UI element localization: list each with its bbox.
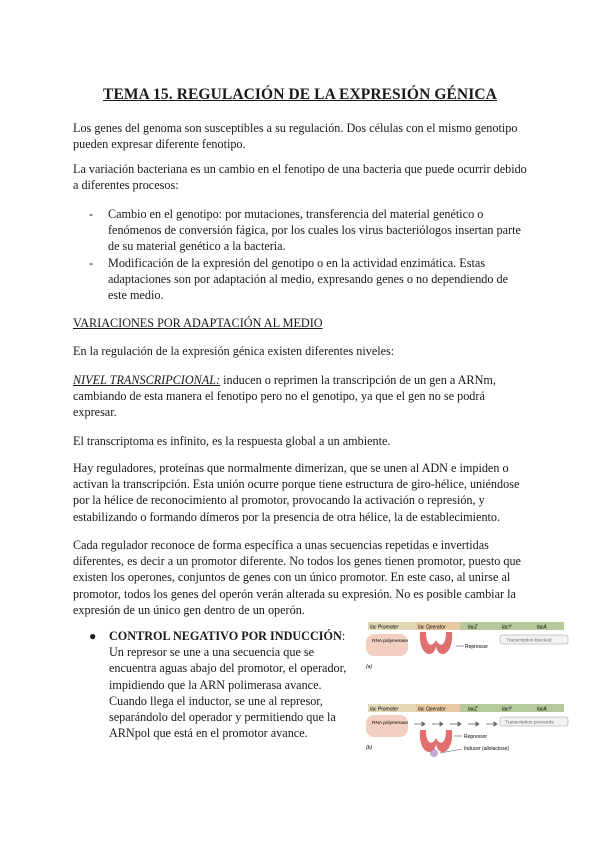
paragraph-intro: Los genes del genoma son susceptibles a su regulación. Dos células con el mismo genotipo pueden expresar diferente fenotipo. <box>73 121 518 152</box>
repressor-shape <box>420 632 452 654</box>
paragraph-levels: En la regulación de la expresión génica existen diferentes niveles: <box>73 344 395 358</box>
rna-polymerase-label: RNA polymerase <box>372 721 408 726</box>
panel-b <box>366 704 568 757</box>
lac-operon-figure <box>360 616 585 766</box>
panel-a <box>366 622 568 670</box>
transcription-blocked-label: Transcription blocked <box>506 638 552 644</box>
paragraph-regulators: Hay reguladores, proteínas que normalmente dimerizan, que se unen al ADN e impiden o activan la transcripción. Esta unión ocurre porque tiene estructura de giro-hélice, uniéndose por la hélice de reconocimiento al promotor, provocando la activación o represión, y estabilizando o formando dímeros por la presencia de otra hélice, la de establecimiento. <box>73 461 520 524</box>
rna-polymerase-shape <box>366 715 408 737</box>
promoter-label: lac Promoter <box>370 706 399 713</box>
inducer-shape <box>431 750 438 757</box>
gene-label-y: lacY <box>502 624 512 631</box>
panel-b-label: (b) <box>366 745 373 751</box>
transcription-arrows <box>414 722 497 726</box>
repressor-label: Repressor <box>464 734 488 740</box>
paragraph-variation: La variación bacteriana es un cambio en el fenotipo de una bacteria que puede ocurrir debido a diferentes procesos: <box>73 162 527 193</box>
gene-label-y: lacY <box>502 706 512 713</box>
repressor-label: Repressor <box>465 644 489 650</box>
gene-label-a: lacA <box>537 706 547 713</box>
inducer-label: Inducer (allolactose) <box>464 746 510 752</box>
transcription-proceeds-label: Transcription proceeds <box>505 720 554 726</box>
operator-label: lac Operator <box>418 624 446 631</box>
promoter-label: lac Promoter <box>370 624 399 631</box>
control-text <box>109 628 349 741</box>
paragraph-operons: Cada regulador reconoce de forma específica a unas secuencias repetidas e invertidas diferentes, es decir a un promotor diferente. No todos los genes tienen promotor, puesto que existen los operones, conjuntos de genes con un único promotor. En este caso, al unirse al promotor, todos los genes del operón verán alterada su expresión. No es posible cambiar la expresión de un único gen dentro de un operón. <box>73 538 521 617</box>
list-marker: - <box>89 256 94 270</box>
rna-polymerase-shape <box>366 634 408 656</box>
list-item-text: Cambio en el genotipo: por mutaciones, transferencia del material genético o fenómenos de conversión fágica, por los cuales los virus bacteriólogos insertan parte de su material genético a la bacteria. <box>108 207 521 254</box>
paragraph-transcriptional <box>73 372 528 421</box>
page-title: TEMA 15. REGULACIÓN DE LA EXPRESIÓN GÉNICA <box>103 86 497 103</box>
operator-label: lac Operator <box>418 706 446 713</box>
level-text: inducen o reprimen la transcripción de un gen a ARNm, cambiando de esta manera el fenotipo pero no el genotipo, ya que el gen no se podrá expresar. <box>73 373 496 420</box>
gene-label-z: lacZ <box>468 706 478 713</box>
repressor-shape <box>420 730 452 752</box>
control-negative-item <box>89 628 349 741</box>
bullet-icon: ● <box>89 629 97 643</box>
list-item <box>89 206 529 255</box>
control-description: : Un represor se une a una secuencia que se encuentra aguas abajo del promotor, el operador, impidiendo que la ARN polimerasa avance. Cuando llega el inductor, se une al represor, separándolo del operador y permitiendo que la ARNpol que está en el promotor avance. <box>109 629 347 741</box>
level-label: NIVEL TRANSCRIPCIONAL: <box>73 373 221 387</box>
gene-label-z: lacZ <box>468 624 478 631</box>
list-item <box>89 255 529 304</box>
gene-label-a: lacA <box>537 624 547 631</box>
control-title: CONTROL NEGATIVO POR INDUCCIÓN <box>109 629 342 643</box>
panel-a-label: (a) <box>366 664 373 670</box>
list-item-text: Modificación de la expresión del genotipo o en la actividad enzimática. Estas adaptaciones son por adaptación al medio, expresando genes o no dependiendo de este medio. <box>108 256 509 303</box>
list-marker: - <box>89 207 94 221</box>
section-heading: VARIACIONES POR ADAPTACIÓN AL MEDIO <box>73 316 323 330</box>
rna-polymerase-label: RNA polymerase <box>372 639 408 644</box>
paragraph-transcriptome: El transcriptoma es infinito, es la respuesta global a un ambiente. <box>73 434 391 448</box>
